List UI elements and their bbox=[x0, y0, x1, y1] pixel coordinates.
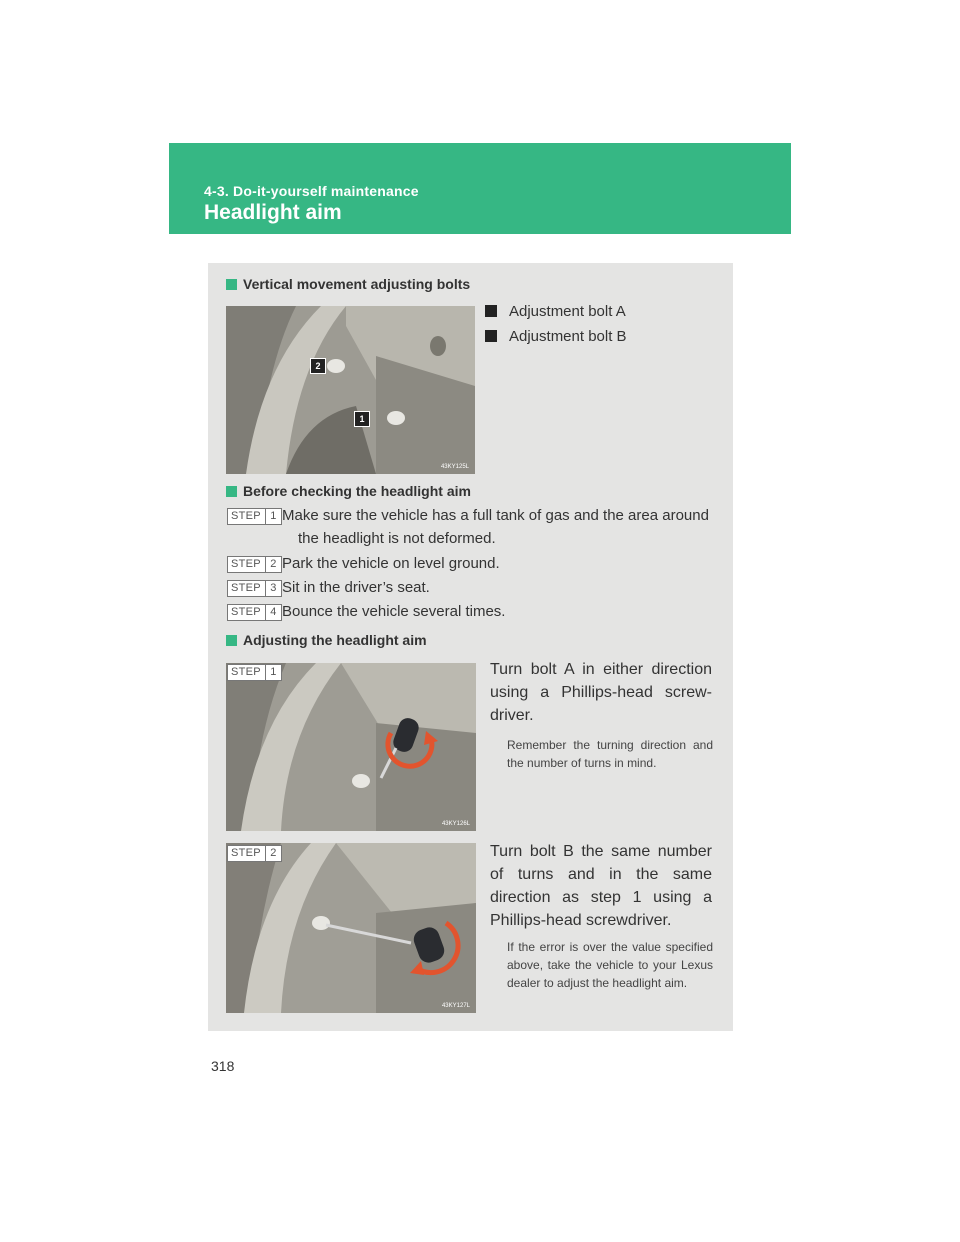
number-2-icon bbox=[485, 330, 497, 342]
section-header bbox=[169, 143, 791, 234]
page-number: 318 bbox=[211, 1058, 235, 1074]
adjust-step-1-tag: STEP 1 bbox=[227, 664, 282, 681]
adjust-step-2-text: Turn bolt B the same number of turns and in the same direction as step 1 using a Phillips-head screwdriver. bbox=[490, 843, 712, 929]
before-step-3-text: Sit in the driver’s seat. bbox=[282, 579, 430, 596]
number-1-icon bbox=[485, 305, 497, 317]
step-1-photo bbox=[226, 663, 476, 831]
before-step-4-text: Bounce the vehicle several times. bbox=[282, 603, 506, 620]
square-bullet-icon bbox=[226, 279, 237, 290]
photo-code: 43KY127L bbox=[441, 1003, 470, 1009]
square-bullet-icon bbox=[226, 486, 237, 497]
step-1-tag: STEP 1 bbox=[227, 508, 282, 525]
adjust-step-2-tag: STEP 2 bbox=[227, 845, 282, 862]
step-2-photo bbox=[226, 843, 476, 1013]
adjust-step-1-text: Turn bolt A in either direction using a Phillips-head screw-driver. bbox=[490, 661, 712, 724]
bolt-b-marker: 2 bbox=[310, 358, 326, 374]
adjusting-heading: Adjusting the headlight aim bbox=[226, 632, 427, 648]
bolt-a-marker: 1 bbox=[354, 411, 370, 427]
content-panel bbox=[208, 263, 733, 1031]
bolts-heading: Vertical movement adjusting bolts bbox=[226, 276, 470, 292]
square-bullet-icon bbox=[226, 635, 237, 646]
section-label: 4-3. Do-it-yourself maintenance bbox=[204, 183, 419, 199]
bolts-photo bbox=[226, 306, 475, 474]
step-2-tag: STEP 2 bbox=[227, 556, 282, 573]
step-3-tag: STEP 3 bbox=[227, 580, 282, 597]
step-4-tag: STEP 4 bbox=[227, 604, 282, 621]
legend-bolt-a: Adjustment bolt A bbox=[485, 303, 626, 320]
before-step-2-text: Park the vehicle on level ground. bbox=[282, 555, 500, 572]
adjust-step-1-note: Remember the turning direction and the number of turns in mind. bbox=[507, 738, 713, 770]
adjust-step-2-note: If the error is over the value specified above, take the vehicle to your Lexus dealer to adjust the headlight aim. bbox=[507, 940, 713, 990]
before-step-1-text: Make sure the vehicle has a full tank of gas and the area around the headlight is not deformed. bbox=[282, 507, 709, 547]
photo-code: 43KY125L bbox=[440, 464, 469, 470]
before-heading: Before checking the headlight aim bbox=[226, 483, 471, 499]
legend-bolt-b: Adjustment bolt B bbox=[485, 328, 627, 345]
photo-code: 43KY126L bbox=[441, 821, 470, 827]
page-title: Headlight aim bbox=[204, 201, 342, 224]
